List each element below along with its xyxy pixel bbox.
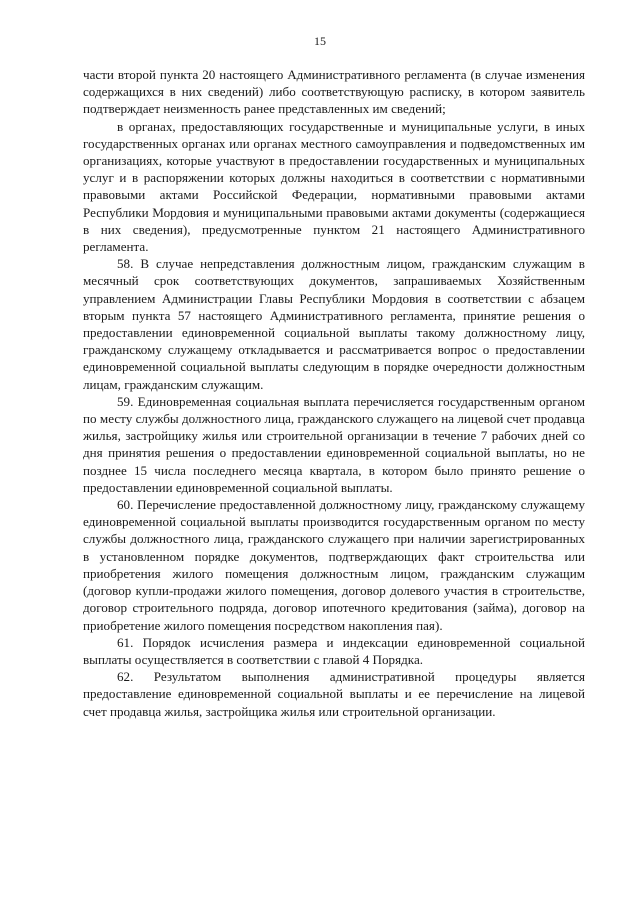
paragraph-61: 61. Порядок исчисления размера и индексации единовременной социальной выплаты осуществляется в соответствии с главой 4 Порядка.: [83, 634, 585, 667]
document-body: [83, 66, 585, 720]
paragraph-organs: в органах, предоставляющих государственные и муниципальные услуги, в иных государственных органах или органах местного самоуправления и подведомственных им организациях, которые участвуют в предоставлении государственных и муниципальных услуг и в распоряжении которых должны находиться в соответствии с нормативными правовыми актами Российской Федерации, нормативными правовыми актами Республики Мордовия и муниципальными правовыми актами документы (содержащиеся в них сведения), предусмотренные пунктом 21 настоящего Административного регламента.: [83, 118, 585, 255]
paragraph-60: 60. Перечисление предоставленной должностному лицу, гражданскому служащему единовременной социальной выплаты производится государственным органом по месту службы должностного лица, гражданского служащего при наличии зарегистрированных в установленном порядке документов, подтверждающих факт строительства или приобретения жилого помещения должностным лицом, гражданским служащим (договор купли-продажи жилого помещения, договор долевого участия в строительстве, договор строительного подряда, договор ипотечного кредитования (займа), договор на приобретение жилого помещения посредством накопления пая).: [83, 497, 585, 633]
page-number: 15: [314, 34, 326, 48]
paragraph-58: 58. В случае непредставления должностным лицом, гражданским служащим в месячный срок соответствующих документов, запрашиваемых Хозяйственным управлением Администрации Главы Республики Мордовия в соответствии с абзацем вторым пункта 57 настоящего Административного регламента, принятие решения о предоставлении единовременной социальной выплаты такому должностному лицу, гражданскому служащему откладывается и рассматривается вопрос о предоставлении единовременной социальной выплаты следующим в порядке очередности должностным лицам, гражданским служащим.: [83, 256, 585, 392]
paragraph-59: 59. Единовременная социальная выплата перечисляется государственным органом по месту службы должностного лица, гражданского служащего на лицевой счет продавца жилья, застройщику жилья или строительной организации в течение 7 рабочих дней со дня принятия решения о предоставлении единовременной социальной выплаты, но не позднее 15 числа последнего месяца квартала, в котором было принято решение о предоставлении единовременной социальной выплаты.: [83, 393, 585, 495]
paragraph-continuation: части второй пункта 20 настоящего Административного регламента (в случае изменения содержащихся в них сведений) либо соответствующую расписку, в котором заявитель подтверждает неизменность ранее представленных им сведений;: [83, 67, 585, 117]
paragraph-62: 62. Результатом выполнения административной процедуры является предоставление единовременной социальной выплаты и ее перечисление на лицевой счет продавца жилья, застройщика жилья или строительной организации.: [83, 669, 585, 719]
